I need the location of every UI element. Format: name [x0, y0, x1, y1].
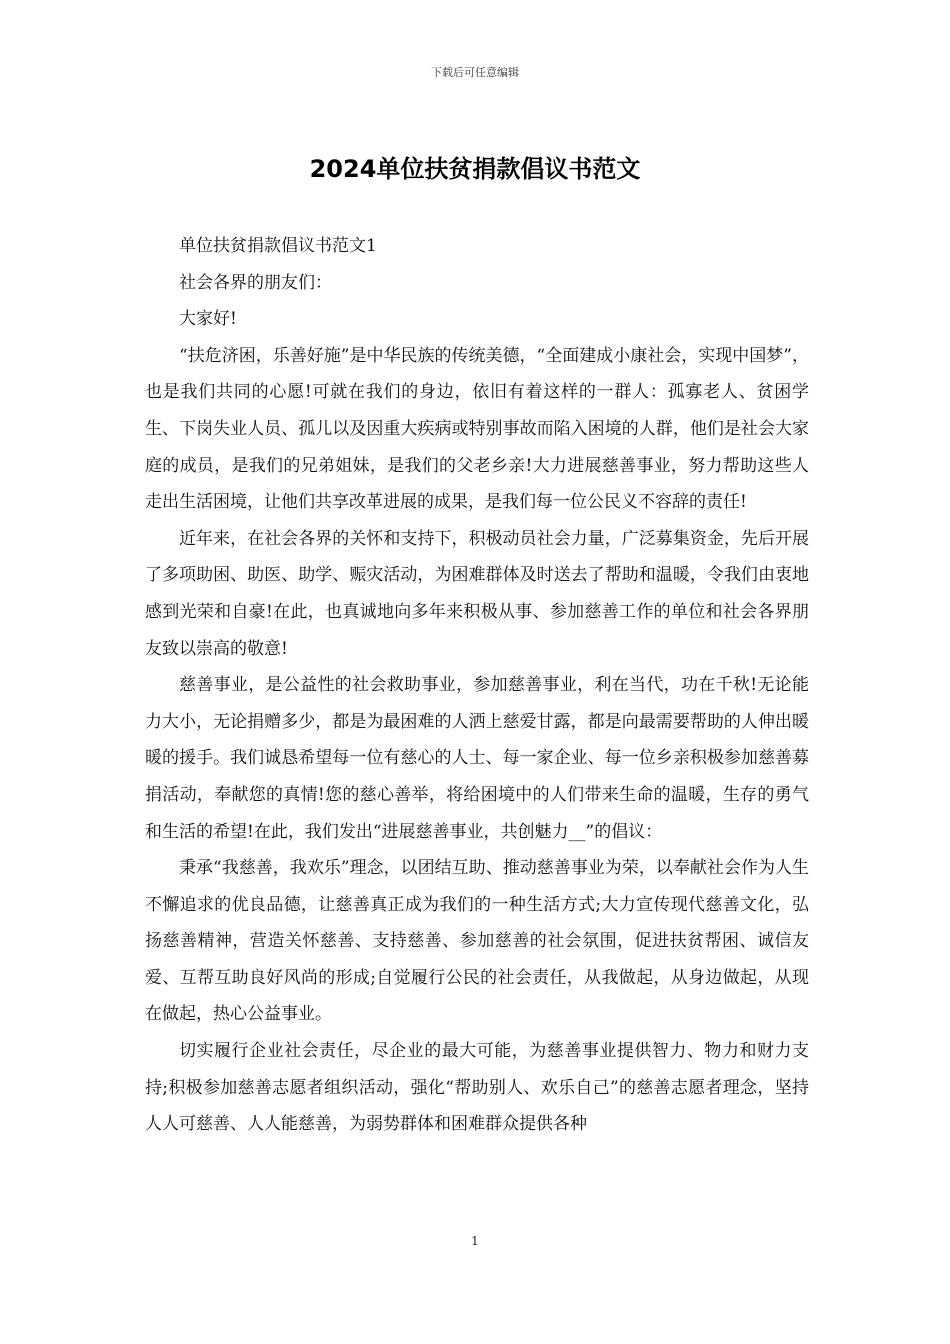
document-title: 2024单位扶贫捐款倡议书范文	[309, 155, 641, 183]
paragraph: “扶危济困，乐善好施”是中华民族的传统美德，“全面建成小康社会，实现中国梦”，也是我们共同的心愿!可就在我们的身边，依旧有着这样的一群人：孤寡老人、贫困学生、下岗失业人员、孤儿以及因重大疾病或特别事故而陷入困境的人群，他们是社会大家庭的成员，是我们的兄弟姐妹，是我们的父老乡亲!大力进展慈善事业，努力帮助这些人走出生活困境，让他们共享改革进展的成果，是我们每一位公民义不容辞的责任!	[145, 345, 809, 513]
paragraph-subtitle: 单位扶贫捐款倡议书范文1	[179, 236, 377, 256]
paragraph: 慈善事业，是公益性的社会救助事业，参加慈善事业，利在当代，功在千秋!无论能力大小，无论捐赠多少，都是为最困难的人洒上慈爱甘露，都是向最需要帮助的人伸出暖暖的援手。我们诚恳希望每一位有慈心的人士、每一家企业、每一位乡亲积极参加慈善募捐活动，奉献您的真情!您的慈心善举，将给困境中的人们带来生命的温暖，生存的勇气和生活的希望!在此，我们发出“进展慈善事业，共创魅力__”的倡议：	[145, 675, 809, 842]
paragraph-greeting: 大家好!	[179, 309, 237, 330]
paragraph: 切实履行企业社会责任，尽企业的最大可能，为慈善事业提供智力、物力和财力支持;积极参加慈善志愿者组织活动，强化“帮助别人、欢乐自己”的慈善志愿者理念，坚持人人可慈善、人人能慈善，为弱势群体和困难群众提供各种	[145, 1041, 809, 1135]
page-number: 1	[471, 1234, 479, 1248]
paragraph: 秉承“我慈善，我欢乐”理念，以团结互助、推动慈善事业为荣，以奉献社会作为人生不懈追求的优良品德，让慈善真正成为我们的一种生活方式;大力宣传现代慈善文化，弘扬慈善精神，营造关怀慈善、支持慈善、参加慈善的社会氛围，促进扶贫帮困、诚信友爱、互帮互助良好风尚的形成;自觉履行公民的社会责任，从我做起，从身边做起，从现在做起，热心公益事业。	[145, 858, 809, 1025]
paragraph: 近年来，在社会各界的关怀和支持下，积极动员社会力量，广泛募集资金，先后开展了多项助困、助医、助学、赈灾活动，为困难群体及时送去了帮助和温暖，令我们由衷地感到光荣和自豪!在此，也真诚地向多年来积极从事、参加慈善工作的单位和社会各界朋友致以崇高的敬意!	[145, 528, 809, 659]
document-body	[145, 228, 809, 1143]
paragraph-salutation: 社会各界的朋友们：	[179, 272, 332, 293]
page-header: 下载后可任意编辑	[431, 66, 519, 79]
